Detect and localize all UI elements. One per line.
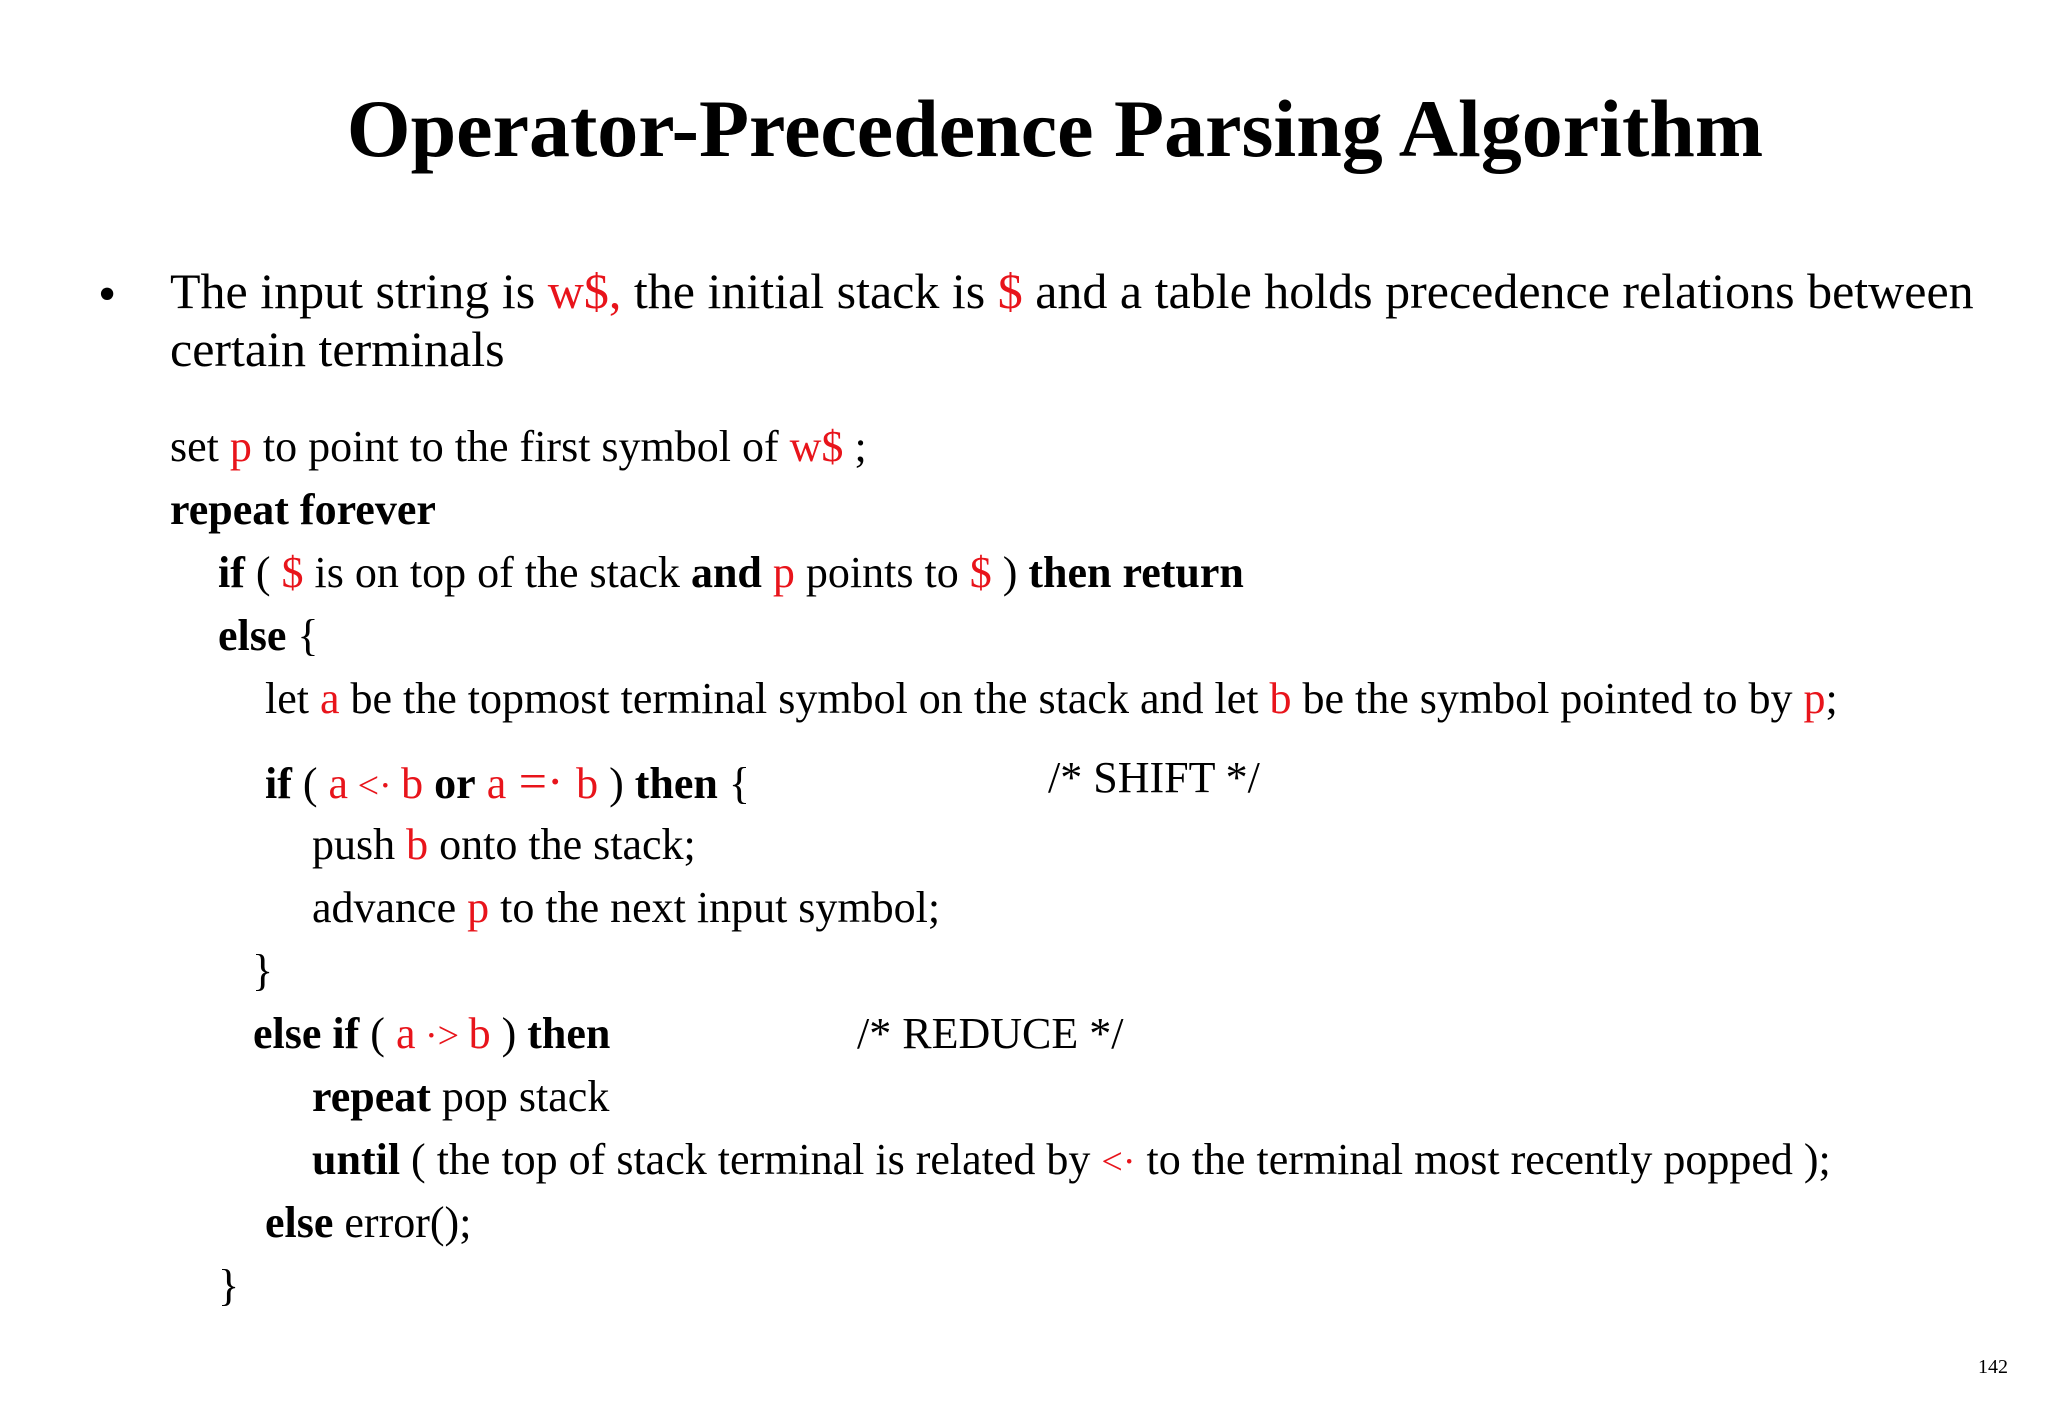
algo-line-else: else { [218, 611, 319, 660]
bullet-text: The input string is w$, the initial stack is $ and a table holds precedence relations between certain terminals [170, 263, 1974, 377]
page-number: 142 [1978, 1356, 2008, 1378]
algo-line-close-brace-1: } [252, 946, 274, 995]
algo-line-repeat-pop: repeat pop stack [312, 1072, 610, 1121]
algo-line-push: push b onto the stack; [312, 820, 696, 869]
initial-stack-symbol: $ [997, 263, 1023, 319]
algo-line-let: let a be the topmost terminal symbol on the stack and let b be the symbol pointed to by p; [265, 674, 1838, 723]
algo-line-repeat-forever: repeat forever [170, 485, 436, 534]
algo-line-advance: advance p to the next input symbol; [312, 883, 941, 932]
algo-line-set-pointer: set p to point to the first symbol of w$ ; [170, 422, 867, 471]
algo-line-if-shift: if ( a <· b or a =· b ) then { [265, 753, 750, 809]
algo-line-else-error: else error(); [265, 1198, 472, 1247]
bullet-marker: • [98, 266, 117, 323]
slide-title: Operator-Precedence Parsing Algorithm [346, 83, 1764, 174]
algo-line-if-return: if ( $ is on top of the stack and p points to $ ) then return [218, 548, 1244, 597]
algo-line-else-if-reduce: else if ( a ·> b ) then [253, 1009, 611, 1058]
algo-line-close-brace-2: } [218, 1261, 240, 1310]
algo-line-until: until ( the top of stack terminal is related by <· to the terminal most recently popped ); [312, 1135, 1831, 1184]
shift-comment: /* SHIFT */ [1048, 753, 1260, 802]
reduce-comment: /* REDUCE */ [857, 1009, 1124, 1058]
input-string: w$, [547, 263, 622, 319]
